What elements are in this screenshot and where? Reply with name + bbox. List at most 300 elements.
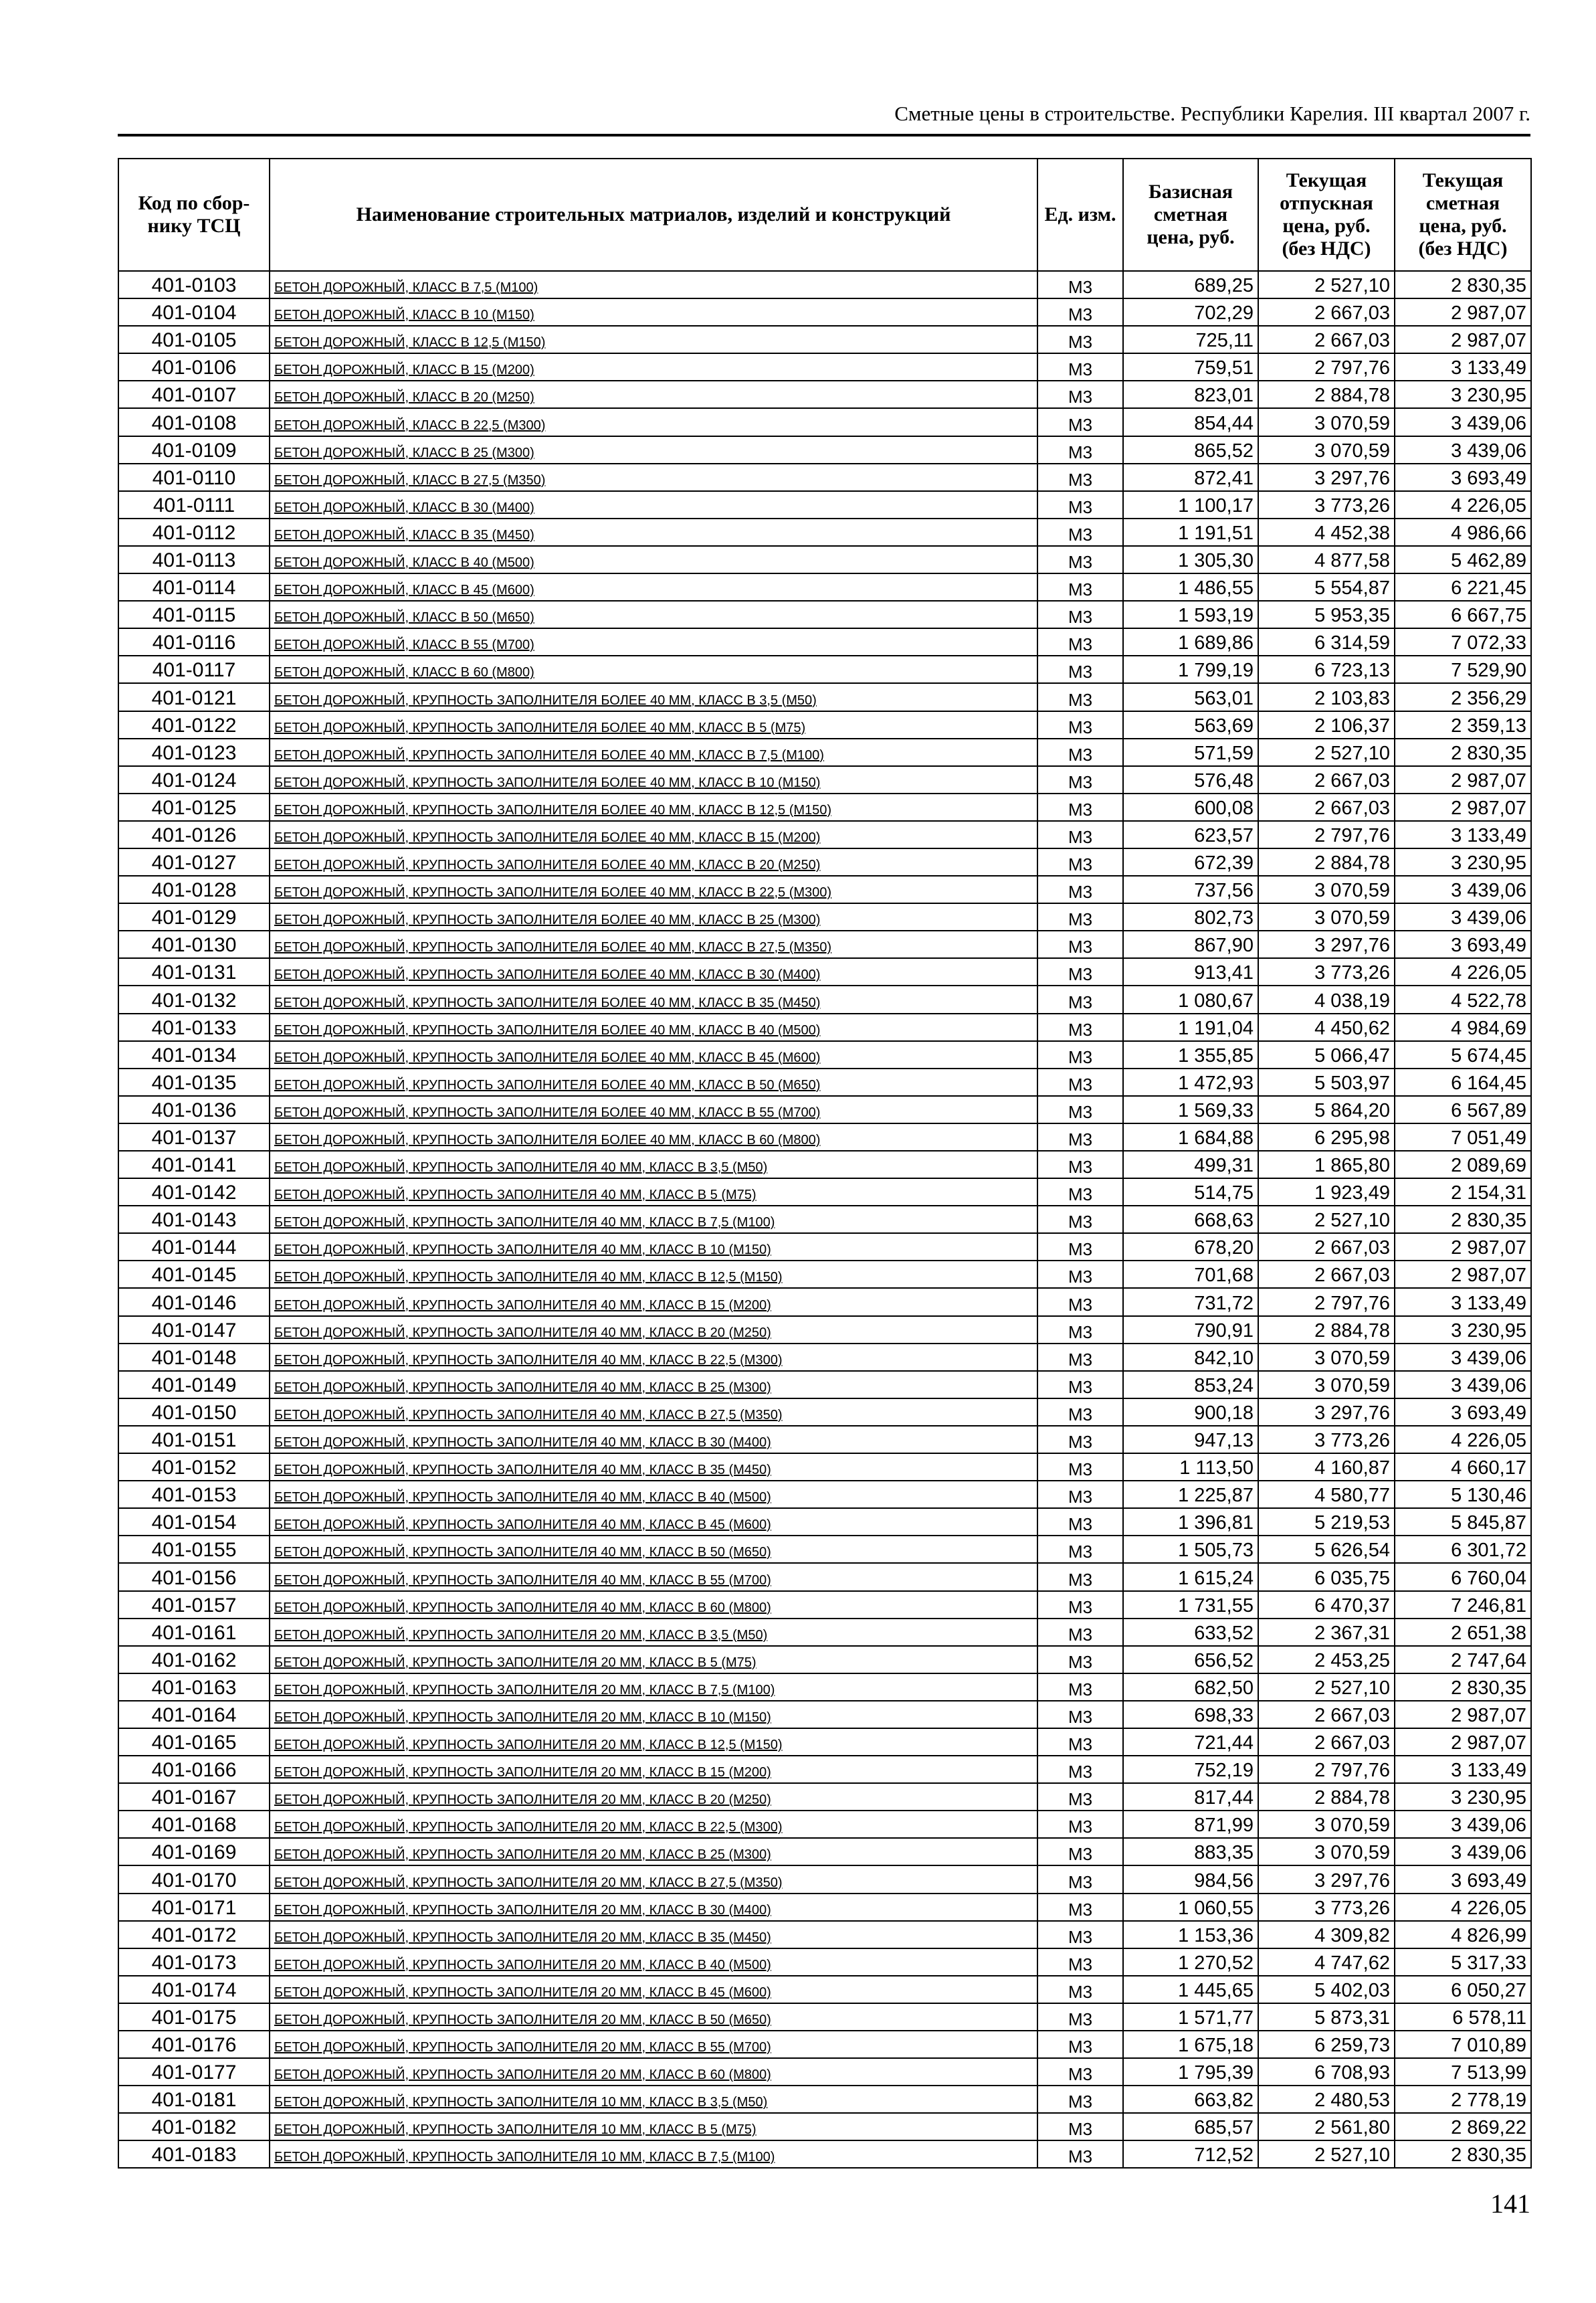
current-release-price: 3 773,26 [1258,1894,1395,1921]
current-release-price: 5 953,35 [1258,601,1395,628]
table-row [118,1865,1531,1893]
current-estimate-price: 2 830,35 [1395,2140,1531,2168]
item-code: 401-0112 [118,519,270,546]
base-price: 1 593,19 [1123,601,1258,628]
item-name: БЕТОН ДОРОЖНЫЙ, КРУПНОСТЬ ЗАПОЛНИТЕЛЯ 40 ММ, КЛАСС В 45 (М600) [270,1508,1037,1536]
current-estimate-price: 2 987,07 [1395,766,1531,794]
item-name: БЕТОН ДОРОЖНЫЙ, КРУПНОСТЬ ЗАПОЛНИТЕЛЯ БОЛЕЕ 40 ММ, КЛАСС В 22,5 (М300) [270,876,1037,903]
item-unit: М3 [1037,766,1123,794]
base-price: 600,08 [1123,794,1258,821]
item-name: БЕТОН ДОРОЖНЫЙ, КЛАСС В 45 (М600) [270,573,1037,601]
item-name: БЕТОН ДОРОЖНЫЙ, КЛАСС В 30 (М400) [270,491,1037,519]
current-release-price: 4 452,38 [1258,519,1395,546]
base-price: 633,52 [1123,1619,1258,1646]
current-estimate-price: 6 301,72 [1395,1536,1531,1563]
base-price: 802,73 [1123,903,1258,931]
base-price: 883,35 [1123,1838,1258,1865]
item-unit: М3 [1037,1508,1123,1536]
item-name: БЕТОН ДОРОЖНЫЙ, КРУПНОСТЬ ЗАПОЛНИТЕЛЯ 40 ММ, КЛАСС В 25 (М300) [270,1371,1037,1398]
base-price: 817,44 [1123,1783,1258,1811]
item-code: 401-0181 [118,2086,270,2113]
current-release-price: 2 106,37 [1258,711,1395,739]
table-header [118,159,1531,271]
item-code: 401-0164 [118,1701,270,1728]
current-estimate-price: 7 246,81 [1395,1591,1531,1619]
item-unit: М3 [1037,656,1123,683]
item-unit: М3 [1037,1041,1123,1069]
base-price: 668,63 [1123,1206,1258,1233]
base-price: 1 191,51 [1123,519,1258,546]
item-code: 401-0166 [118,1756,270,1783]
current-release-price: 2 884,78 [1258,848,1395,876]
current-release-price: 2 527,10 [1258,2140,1395,2168]
header-divider [118,134,1530,136]
table-row [118,903,1531,931]
current-estimate-price: 3 439,06 [1395,1811,1531,1838]
base-price: 731,72 [1123,1288,1258,1315]
current-release-price: 2 667,03 [1258,1233,1395,1261]
item-code: 401-0125 [118,794,270,821]
current-estimate-price: 2 987,07 [1395,794,1531,821]
base-price: 678,20 [1123,1233,1258,1261]
item-name: БЕТОН ДОРОЖНЫЙ, КЛАСС В 15 (М200) [270,353,1037,381]
item-code: 401-0177 [118,2058,270,2086]
item-code: 401-0130 [118,931,270,958]
current-release-price: 2 797,76 [1258,353,1395,381]
current-estimate-price: 4 226,05 [1395,1894,1531,1921]
base-price: 1 615,24 [1123,1563,1258,1590]
item-code: 401-0132 [118,986,270,1013]
current-release-price: 6 314,59 [1258,628,1395,656]
table-row [118,1288,1531,1315]
item-name: БЕТОН ДОРОЖНЫЙ, КРУПНОСТЬ ЗАПОЛНИТЕЛЯ БОЛЕЕ 40 ММ, КЛАСС В 55 (М700) [270,1096,1037,1123]
item-code: 401-0113 [118,546,270,573]
current-release-price: 4 580,77 [1258,1481,1395,1508]
item-code: 401-0114 [118,573,270,601]
table-row [118,601,1531,628]
current-release-price: 6 470,37 [1258,1591,1395,1619]
item-code: 401-0154 [118,1508,270,1536]
current-estimate-price: 3 230,95 [1395,381,1531,408]
item-name: БЕТОН ДОРОЖНЫЙ, КРУПНОСТЬ ЗАПОЛНИТЕЛЯ 20 ММ, КЛАСС В 35 (М450) [270,1921,1037,1948]
table-row [118,1921,1531,1948]
table-row [118,1646,1531,1673]
current-release-price: 6 035,75 [1258,1563,1395,1590]
item-unit: М3 [1037,711,1123,739]
item-code: 401-0183 [118,2140,270,2168]
table-row [118,1948,1531,1976]
current-estimate-price: 2 987,07 [1395,1701,1531,1728]
current-release-price: 3 297,76 [1258,931,1395,958]
table-body [118,271,1531,2168]
table-row [118,1233,1531,1261]
table-row [118,766,1531,794]
item-name: БЕТОН ДОРОЖНЫЙ, КРУПНОСТЬ ЗАПОЛНИТЕЛЯ 40 ММ, КЛАСС В 60 (М800) [270,1591,1037,1619]
current-release-price: 3 070,59 [1258,1371,1395,1398]
base-price: 759,51 [1123,353,1258,381]
current-release-price: 1 923,49 [1258,1178,1395,1206]
item-code: 401-0127 [118,848,270,876]
item-unit: М3 [1037,1178,1123,1206]
column-header-name: Наименование строительных матриалов, изделий и конструкций [270,159,1037,271]
table-row [118,2140,1531,2168]
base-price: 1 505,73 [1123,1536,1258,1563]
item-name: БЕТОН ДОРОЖНЫЙ, КРУПНОСТЬ ЗАПОЛНИТЕЛЯ 10 ММ, КЛАСС В 5 (М75) [270,2113,1037,2140]
table-row [118,1783,1531,1811]
item-name: БЕТОН ДОРОЖНЫЙ, КРУПНОСТЬ ЗАПОЛНИТЕЛЯ БОЛЕЕ 40 ММ, КЛАСС В 12,5 (М150) [270,794,1037,821]
current-estimate-price: 3 439,06 [1395,1344,1531,1371]
item-name: БЕТОН ДОРОЖНЫЙ, КРУПНОСТЬ ЗАПОЛНИТЕЛЯ 40 ММ, КЛАСС В 7,5 (М100) [270,1206,1037,1233]
current-estimate-price: 2 830,35 [1395,271,1531,298]
item-code: 401-0148 [118,1344,270,1371]
current-estimate-price: 7 072,33 [1395,628,1531,656]
current-estimate-price: 4 986,66 [1395,519,1531,546]
item-unit: М3 [1037,2031,1123,2058]
item-unit: М3 [1037,739,1123,766]
item-unit: М3 [1037,271,1123,298]
item-name: БЕТОН ДОРОЖНЫЙ, КРУПНОСТЬ ЗАПОЛНИТЕЛЯ 20 ММ, КЛАСС В 30 (М400) [270,1894,1037,1921]
base-price: 689,25 [1123,271,1258,298]
current-estimate-price: 3 693,49 [1395,931,1531,958]
base-price: 790,91 [1123,1316,1258,1344]
table-row [118,271,1531,298]
current-release-price: 3 070,59 [1258,436,1395,464]
current-estimate-price: 3 439,06 [1395,1371,1531,1398]
current-estimate-price: 5 462,89 [1395,546,1531,573]
item-name: БЕТОН ДОРОЖНЫЙ, КРУПНОСТЬ ЗАПОЛНИТЕЛЯ 20 ММ, КЛАСС В 55 (М700) [270,2031,1037,2058]
item-unit: М3 [1037,876,1123,903]
current-release-price: 3 773,26 [1258,1426,1395,1453]
current-estimate-price: 3 693,49 [1395,464,1531,491]
table-row [118,1563,1531,1590]
item-code: 401-0141 [118,1151,270,1178]
current-estimate-price: 2 778,19 [1395,2086,1531,2113]
item-unit: М3 [1037,1894,1123,1921]
item-code: 401-0110 [118,464,270,491]
current-estimate-price: 2 154,31 [1395,1178,1531,1206]
item-code: 401-0142 [118,1178,270,1206]
current-release-price: 2 667,03 [1258,766,1395,794]
table-row [118,1838,1531,1865]
table-row [118,1261,1531,1288]
current-estimate-price: 2 987,07 [1395,326,1531,353]
item-name: БЕТОН ДОРОЖНЫЙ, КРУПНОСТЬ ЗАПОЛНИТЕЛЯ 40 ММ, КЛАСС В 50 (М650) [270,1536,1037,1563]
current-estimate-price: 5 674,45 [1395,1041,1531,1069]
item-code: 401-0165 [118,1728,270,1756]
item-name: БЕТОН ДОРОЖНЫЙ, КЛАСС В 20 (М250) [270,381,1037,408]
item-unit: М3 [1037,2140,1123,2168]
item-code: 401-0146 [118,1288,270,1315]
item-code: 401-0104 [118,298,270,326]
current-estimate-price: 3 439,06 [1395,1838,1531,1865]
base-price: 702,29 [1123,298,1258,326]
base-price: 1 100,17 [1123,491,1258,519]
current-estimate-price: 3 439,06 [1395,408,1531,436]
item-unit: М3 [1037,326,1123,353]
base-price: 1 060,55 [1123,1894,1258,1921]
table-row [118,381,1531,408]
base-price: 1 153,36 [1123,1921,1258,1948]
item-unit: М3 [1037,491,1123,519]
item-unit: М3 [1037,1921,1123,1948]
item-code: 401-0103 [118,271,270,298]
item-unit: М3 [1037,848,1123,876]
current-release-price: 5 626,54 [1258,1536,1395,1563]
current-release-price: 2 561,80 [1258,2113,1395,2140]
item-name: БЕТОН ДОРОЖНЫЙ, КРУПНОСТЬ ЗАПОЛНИТЕЛЯ 10 ММ, КЛАСС В 3,5 (М50) [270,2086,1037,2113]
base-price: 947,13 [1123,1426,1258,1453]
current-estimate-price: 2 830,35 [1395,1673,1531,1701]
item-code: 401-0182 [118,2113,270,2140]
item-name: БЕТОН ДОРОЖНЫЙ, КРУПНОСТЬ ЗАПОЛНИТЕЛЯ БОЛЕЕ 40 ММ, КЛАСС В 45 (М600) [270,1041,1037,1069]
base-price: 1 486,55 [1123,573,1258,601]
base-price: 900,18 [1123,1398,1258,1426]
base-price: 1 225,87 [1123,1481,1258,1508]
current-estimate-price: 2 987,07 [1395,1728,1531,1756]
current-release-price: 3 773,26 [1258,958,1395,986]
item-name: БЕТОН ДОРОЖНЫЙ, КРУПНОСТЬ ЗАПОЛНИТЕЛЯ 40 ММ, КЛАСС В 22,5 (М300) [270,1344,1037,1371]
item-name: БЕТОН ДОРОЖНЫЙ, КРУПНОСТЬ ЗАПОЛНИТЕЛЯ БОЛЕЕ 40 ММ, КЛАСС В 15 (М200) [270,821,1037,848]
current-estimate-price: 6 221,45 [1395,573,1531,601]
table-row [118,1481,1531,1508]
item-unit: М3 [1037,1811,1123,1838]
item-code: 401-0152 [118,1453,270,1481]
base-price: 563,01 [1123,683,1258,711]
item-unit: М3 [1037,1233,1123,1261]
table-row [118,1894,1531,1921]
base-price: 1 795,39 [1123,2058,1258,2086]
header-row [118,159,1531,271]
current-estimate-price: 6 050,27 [1395,1976,1531,2003]
base-price: 682,50 [1123,1673,1258,1701]
current-estimate-price: 3 439,06 [1395,876,1531,903]
item-unit: М3 [1037,298,1123,326]
item-unit: М3 [1037,546,1123,573]
current-release-price: 4 160,87 [1258,1453,1395,1481]
current-release-price: 1 865,80 [1258,1151,1395,1178]
current-estimate-price: 2 089,69 [1395,1151,1531,1178]
current-estimate-price: 2 987,07 [1395,1261,1531,1288]
current-estimate-price: 4 984,69 [1395,1014,1531,1041]
table-row [118,1673,1531,1701]
item-unit: М3 [1037,2003,1123,2031]
current-estimate-price: 2 359,13 [1395,711,1531,739]
item-name: БЕТОН ДОРОЖНЫЙ, КРУПНОСТЬ ЗАПОЛНИТЕЛЯ 40 ММ, КЛАСС В 20 (М250) [270,1316,1037,1344]
base-price: 984,56 [1123,1865,1258,1893]
item-name: БЕТОН ДОРОЖНЫЙ, КРУПНОСТЬ ЗАПОЛНИТЕЛЯ БОЛЕЕ 40 ММ, КЛАСС В 25 (М300) [270,903,1037,931]
current-estimate-price: 5 845,87 [1395,1508,1531,1536]
table-row [118,1041,1531,1069]
current-estimate-price: 4 226,05 [1395,491,1531,519]
current-release-price: 2 797,76 [1258,821,1395,848]
base-price: 853,24 [1123,1371,1258,1398]
item-name: БЕТОН ДОРОЖНЫЙ, КРУПНОСТЬ ЗАПОЛНИТЕЛЯ 20 ММ, КЛАСС В 60 (М800) [270,2058,1037,2086]
item-name: БЕТОН ДОРОЖНЫЙ, КЛАСС В 7,5 (М100) [270,271,1037,298]
item-code: 401-0162 [118,1646,270,1673]
item-code: 401-0116 [118,628,270,656]
item-name: БЕТОН ДОРОЖНЫЙ, КРУПНОСТЬ ЗАПОЛНИТЕЛЯ 20 ММ, КЛАСС В 12,5 (М150) [270,1728,1037,1756]
table-row [118,546,1531,573]
item-name: БЕТОН ДОРОЖНЫЙ, КЛАСС В 35 (М450) [270,519,1037,546]
item-code: 401-0174 [118,1976,270,2003]
current-estimate-price: 7 513,99 [1395,2058,1531,2086]
table-row [118,2086,1531,2113]
base-price: 1 569,33 [1123,1096,1258,1123]
item-code: 401-0163 [118,1673,270,1701]
current-release-price: 2 884,78 [1258,1316,1395,1344]
item-code: 401-0117 [118,656,270,683]
item-unit: М3 [1037,1948,1123,1976]
current-release-price: 6 295,98 [1258,1123,1395,1151]
current-release-price: 2 667,03 [1258,1728,1395,1756]
column-header-base-price: Базисная сметная цена, руб. [1123,159,1258,271]
current-release-price: 5 503,97 [1258,1069,1395,1096]
table-row [118,931,1531,958]
item-unit: М3 [1037,958,1123,986]
table-row [118,1398,1531,1426]
item-unit: М3 [1037,1536,1123,1563]
current-release-price: 2 667,03 [1258,326,1395,353]
item-unit: М3 [1037,1865,1123,1893]
base-price: 721,44 [1123,1728,1258,1756]
table-row [118,1371,1531,1398]
table-row [118,1069,1531,1096]
table-row [118,1619,1531,1646]
item-code: 401-0133 [118,1014,270,1041]
item-code: 401-0111 [118,491,270,519]
item-code: 401-0145 [118,1261,270,1288]
table-row [118,848,1531,876]
base-price: 872,41 [1123,464,1258,491]
current-release-price: 3 070,59 [1258,876,1395,903]
current-release-price: 3 297,76 [1258,1865,1395,1893]
item-code: 401-0109 [118,436,270,464]
item-code: 401-0151 [118,1426,270,1453]
current-release-price: 5 402,03 [1258,1976,1395,2003]
item-name: БЕТОН ДОРОЖНЫЙ, КРУПНОСТЬ ЗАПОЛНИТЕЛЯ 20 ММ, КЛАСС В 25 (М300) [270,1838,1037,1865]
item-code: 401-0107 [118,381,270,408]
item-name: БЕТОН ДОРОЖНЫЙ, КРУПНОСТЬ ЗАПОЛНИТЕЛЯ 40 ММ, КЛАСС В 12,5 (М150) [270,1261,1037,1288]
table-row [118,464,1531,491]
base-price: 563,69 [1123,711,1258,739]
table-row [118,1426,1531,1453]
item-code: 401-0108 [118,408,270,436]
item-code: 401-0115 [118,601,270,628]
table-row [118,573,1531,601]
current-estimate-price: 2 747,64 [1395,1646,1531,1673]
table-row [118,1756,1531,1783]
item-code: 401-0147 [118,1316,270,1344]
item-name: БЕТОН ДОРОЖНЫЙ, КРУПНОСТЬ ЗАПОЛНИТЕЛЯ 40 ММ, КЛАСС В 35 (М450) [270,1453,1037,1481]
table-row [118,1206,1531,1233]
table-row [118,986,1531,1013]
current-release-price: 2 480,53 [1258,2086,1395,2113]
item-name: БЕТОН ДОРОЖНЫЙ, КРУПНОСТЬ ЗАПОЛНИТЕЛЯ 20 ММ, КЛАСС В 10 (М150) [270,1701,1037,1728]
item-unit: М3 [1037,2086,1123,2113]
current-estimate-price: 3 230,95 [1395,1316,1531,1344]
base-price: 623,57 [1123,821,1258,848]
item-unit: М3 [1037,1151,1123,1178]
item-code: 401-0170 [118,1865,270,1893]
current-release-price: 5 864,20 [1258,1096,1395,1123]
table-row [118,1123,1531,1151]
table-row [118,1976,1531,2003]
table-row [118,436,1531,464]
item-unit: М3 [1037,1123,1123,1151]
item-code: 401-0149 [118,1371,270,1398]
item-unit: М3 [1037,1591,1123,1619]
item-name: БЕТОН ДОРОЖНЫЙ, КРУПНОСТЬ ЗАПОЛНИТЕЛЯ 10 ММ, КЛАСС В 7,5 (М100) [270,2140,1037,2168]
current-release-price: 3 070,59 [1258,1811,1395,1838]
item-code: 401-0171 [118,1894,270,1921]
item-unit: М3 [1037,903,1123,931]
item-unit: М3 [1037,1426,1123,1453]
table-row [118,1316,1531,1344]
item-code: 401-0173 [118,1948,270,1976]
item-code: 401-0135 [118,1069,270,1096]
base-price: 725,11 [1123,326,1258,353]
item-code: 401-0129 [118,903,270,931]
page-header-title: Сметные цены в строительстве. Республики Карелия. III квартал 2007 г. [894,102,1530,125]
base-price: 737,56 [1123,876,1258,903]
table-row [118,739,1531,766]
item-code: 401-0137 [118,1123,270,1151]
item-unit: М3 [1037,1646,1123,1673]
item-unit: М3 [1037,1288,1123,1315]
item-name: БЕТОН ДОРОЖНЫЙ, КРУПНОСТЬ ЗАПОЛНИТЕЛЯ БОЛЕЕ 40 ММ, КЛАСС В 27,5 (М350) [270,931,1037,958]
current-release-price: 2 527,10 [1258,1206,1395,1233]
base-price: 1 305,30 [1123,546,1258,573]
table-row [118,958,1531,986]
current-estimate-price: 3 439,06 [1395,903,1531,931]
current-estimate-price: 3 693,49 [1395,1398,1531,1426]
current-estimate-price: 3 439,06 [1395,436,1531,464]
current-release-price: 6 708,93 [1258,2058,1395,2086]
current-release-price: 2 884,78 [1258,1783,1395,1811]
current-estimate-price: 4 826,99 [1395,1921,1531,1948]
table-row [118,1536,1531,1563]
current-release-price: 2 527,10 [1258,1673,1395,1701]
table-row [118,1178,1531,1206]
item-name: БЕТОН ДОРОЖНЫЙ, КРУПНОСТЬ ЗАПОЛНИТЕЛЯ БОЛЕЕ 40 ММ, КЛАСС В 50 (М650) [270,1069,1037,1096]
item-code: 401-0161 [118,1619,270,1646]
current-release-price: 2 667,03 [1258,1701,1395,1728]
item-unit: М3 [1037,1976,1123,2003]
base-price: 685,57 [1123,2113,1258,2140]
item-name: БЕТОН ДОРОЖНЫЙ, КРУПНОСТЬ ЗАПОЛНИТЕЛЯ БОЛЕЕ 40 ММ, КЛАСС В 60 (М800) [270,1123,1037,1151]
base-price: 1 113,50 [1123,1453,1258,1481]
item-code: 401-0153 [118,1481,270,1508]
current-estimate-price: 2 987,07 [1395,1233,1531,1261]
base-price: 854,44 [1123,408,1258,436]
item-unit: М3 [1037,1344,1123,1371]
base-price: 1 799,19 [1123,656,1258,683]
base-price: 871,99 [1123,1811,1258,1838]
table-row [118,2058,1531,2086]
table-row [118,408,1531,436]
table-row [118,683,1531,711]
table-row [118,1591,1531,1619]
table-row [118,821,1531,848]
base-price: 1 355,85 [1123,1041,1258,1069]
current-release-price: 3 070,59 [1258,903,1395,931]
item-name: БЕТОН ДОРОЖНЫЙ, КРУПНОСТЬ ЗАПОЛНИТЕЛЯ 20 ММ, КЛАСС В 40 (М500) [270,1948,1037,1976]
current-estimate-price: 2 356,29 [1395,683,1531,711]
base-price: 865,52 [1123,436,1258,464]
base-price: 1 689,86 [1123,628,1258,656]
item-code: 401-0150 [118,1398,270,1426]
item-name: БЕТОН ДОРОЖНЫЙ, КРУПНОСТЬ ЗАПОЛНИТЕЛЯ 20 ММ, КЛАСС В 20 (М250) [270,1783,1037,1811]
